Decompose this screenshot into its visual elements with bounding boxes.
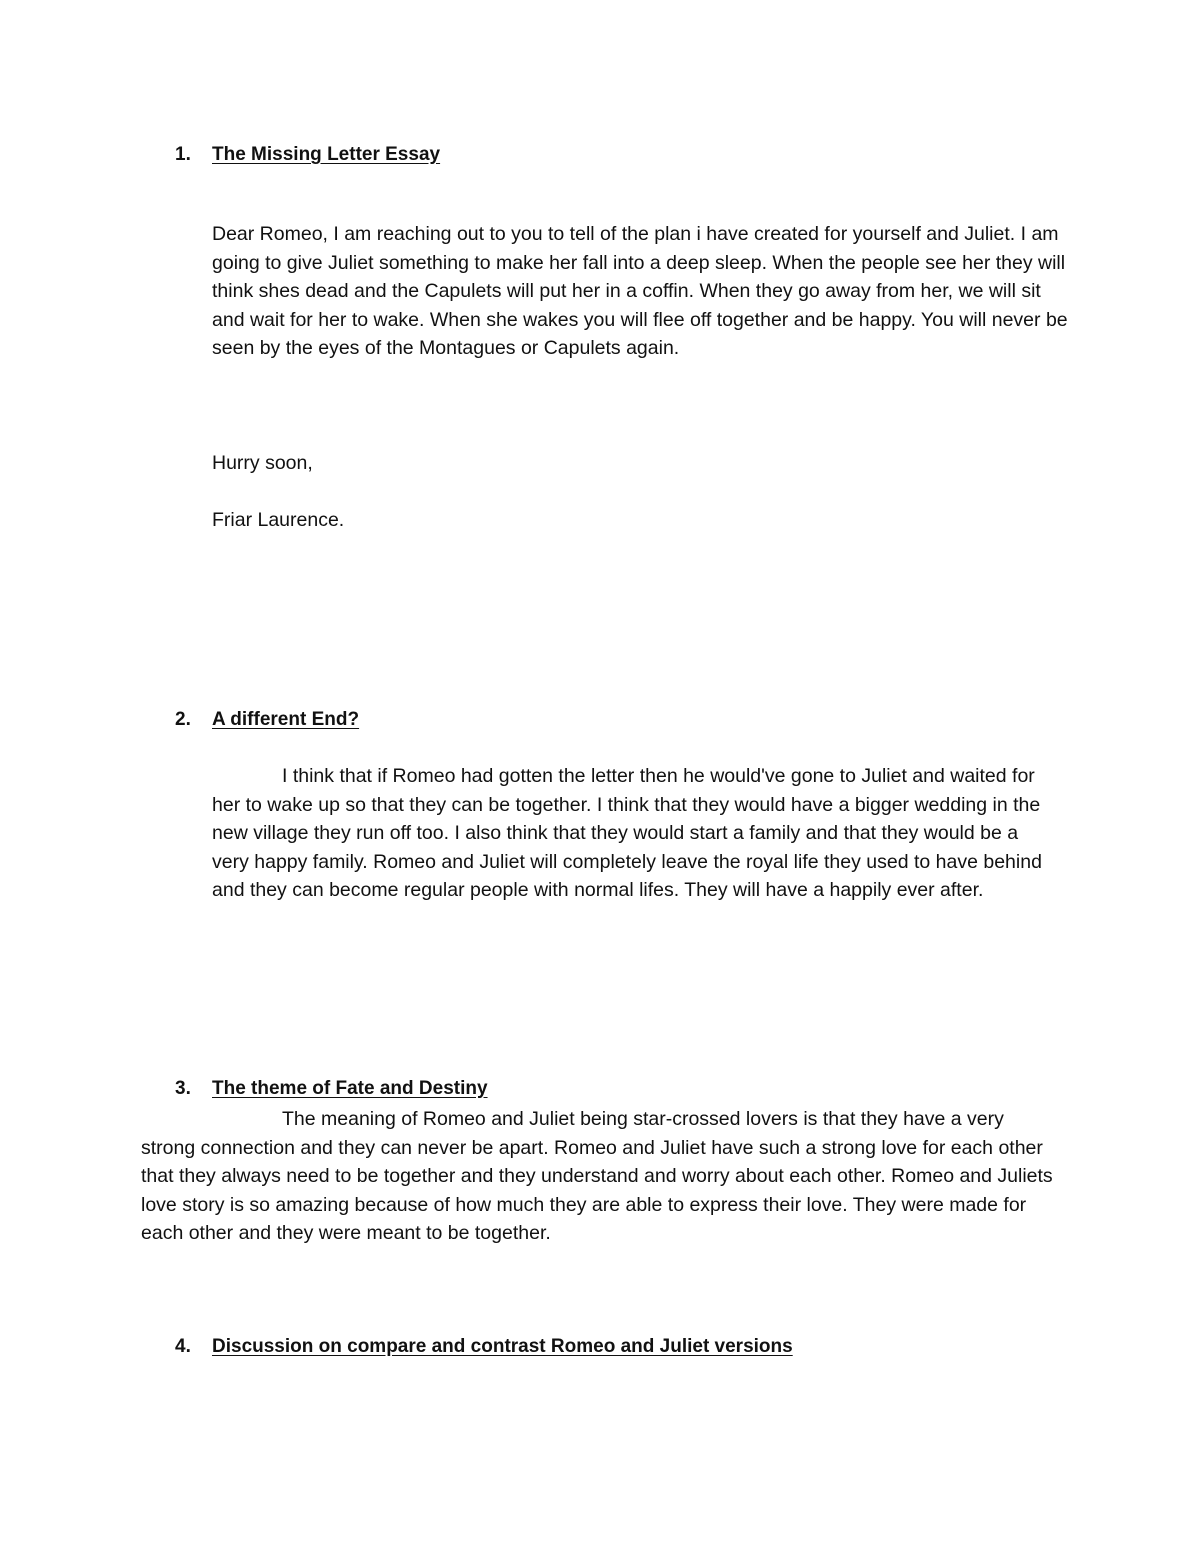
section-3-heading: [175, 1077, 555, 1103]
letter-signature: Friar Laurence.: [212, 509, 345, 531]
section-4-heading: [175, 1335, 895, 1361]
letter-body: Dear Romeo, I am reaching out to you to tell of the plan i have created for yourself and Juliet. I am going to give Juliet something to make her fall into a deep sleep. When the people see her they will think shes dead and the Capulets will put her in a coffin. When they go away from her, we will sit and wait for her to wake. When she wakes you will flee off together and be happy. You will never be seen by the eyes of the Montagues or Capulets again.: [212, 223, 1068, 360]
section-1-letter: [212, 220, 1072, 363]
section-2-body: I think that if Romeo had gotten the letter then he would've gone to Juliet and waited for her to wake up so that they can be together. I think that they would have a bigger wedding in the new village they run off too. I also think that they would start a family and that they would be a very happy family. Romeo and Juliet will completely leave the royal life they used to have behind and they can become regular people with normal lifes. They will have a happily ever after.: [212, 765, 1042, 902]
letter-closing-block: [212, 449, 612, 478]
section-1-title: The Missing Letter Essay: [212, 144, 441, 165]
letter-closing: Hurry soon,: [212, 452, 313, 474]
section-3-body: The meaning of Romeo and Juliet being star-crossed lovers is that they have a very strong connection and they can never be apart. Romeo and Juliet have such a strong love for each other that they always need to be together and they understand and worry about each other. Romeo and Juliets love story is so amazing because of how much they are able to express their love. They were made for each other and they were meant to be together.: [141, 1108, 1053, 1245]
section-3-number: 3.: [175, 1078, 191, 1099]
section-4-number: 4.: [175, 1336, 191, 1357]
section-4-title: Discussion on compare and contrast Romeo and Juliet versions: [212, 1336, 793, 1357]
section-2-heading: [175, 708, 435, 734]
section-3-body-block: [141, 1105, 1056, 1248]
section-3-title: The theme of Fate and Destiny: [212, 1078, 488, 1099]
section-2-body-block: [212, 762, 1052, 905]
letter-signature-block: [212, 506, 612, 535]
section-1-heading: [175, 143, 495, 169]
section-2-title: A different End?: [212, 709, 360, 730]
section-2-number: 2.: [175, 709, 191, 730]
section-1-number: 1.: [175, 144, 191, 165]
